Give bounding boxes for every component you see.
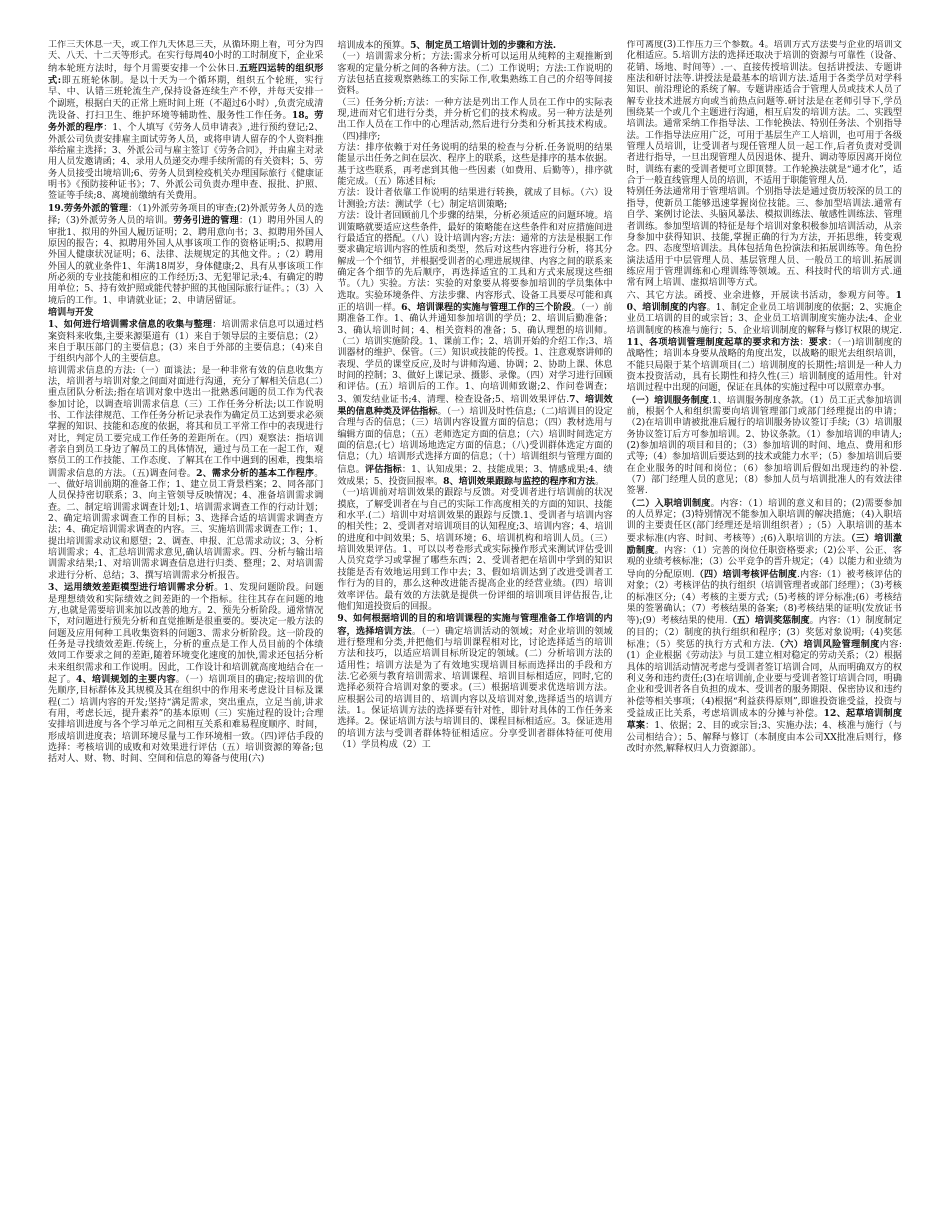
body-text: 方法：设计者回顾前几个步骤的结果，分析必须适应的问题环境。培训策略就要适应这些条件，最好的策略能在这些条件和对应措施间进行最适宜的搭配。（八）设计培训内容;方法：通常的方法是根据工作要求确定培训内容的性质和类型，然后对这些内容进行分析，将其分解成一个个细节，并根据受训者的心理进展规律、内容之间的联系来确定各个细节的先后顺序，再选择适宜的工具和方式来展现这些细节。（九）实验。方法：实验的对象要从将要参加培训的学员集体中选取。实验环境条件、方法步骤、内容形式、设备工具要尽可能和真正的培训一样。 [337,211,613,313]
section-heading: 6、培训课程的实施与管理工作的三个阶段 [401,301,572,313]
section-heading: 2、需求分析的基本工作程序 [196,467,315,479]
section-heading: 18。劳务外派的程序 [48,110,324,134]
body-text: 培训需求信息的方法:（一）面谈法；是一种非常有效的信息收集方法，培训者与培训对象之间面对面进行沟通，充分了解相关信息(二）重点团队分析法;指在培训对象中选出一批熟悉问题的员工作为代表参加讨论，以调查培训需求信息（三）工作任务分析法;以工作说明书、工作法律规范、工作任务分析记录表作为确定员工达到要求必须掌握的知识、技能和态度的依据，将其和员工平常工作中的表现进行对比，判定员工要完成工作任务的差距所在。（四）观察法：指培训者亲自到员工身边了解员工的具体情况，通过与员工在一起工作，观察员工的工作技能、工作态度、了解其在工作中遇到的困难，搜集培训需求信息的方法。（五)调查问卷。 [48,365,324,479]
paragraph [627,290,902,395]
body-text: 方法：排序依赖于对任务说明的结果的检查与分析.任务说明的结果能显示出任务之间在层次、程序上的联系，这些是排序的基本依据。基于这些联系，再考虑到其他一些因素（如费用、后勤等），排序就能完成。（五）陈述目标; [337,143,613,188]
body-text: 内容:(1）企业根据《劳动法》与员工建立相对稳定的劳动关系；（2）根据具体的培训活动情况考虑与受训者签订培训合同，从而明确双方的权利义务和违约责任;(3)在培训前,企业要与受训者签订培训合同，明确企业和受训者各自负担的成本、受训者的服务期限、保密协议和违约补偿等相关事项；（4)根据“利益获得原则”,即谁投资谁受益，投资与受益成正比关系，考虑培训成本的分摊与补偿。 [626,639,902,719]
section-heading: （二）入职培训制度 [626,497,711,509]
text-column-3 [627,40,902,1222]
section-heading: 8、培训效果跟踪与监控的程序和方法 [443,476,595,488]
paragraph [48,582,323,766]
paragraph [337,488,612,613]
section-heading: 11、各项培训管理制度起草的要求和方法 [626,336,800,348]
paragraph [48,319,323,365]
body-text: ：培训需求信息可以通过档案资料来收集,主要来源渠道有（1）来自于领导层的主要信息；（2）来自于职压部门的主要信息；(3）来自于外部的主要信息；（4)来自于组织内部个人的主要信息。 [48,320,324,365]
paragraph [627,40,902,187]
section-heading: 培训与开发 [48,306,94,318]
body-text: （一)培训前对培训效果的跟踪与反馈。对受训者进行培训前的状况摸底，了解受训者在与自己的实际工作高度相关的方面的知识、技能和水平.(二）培训中对培训效果的跟踪与反馈.1、受训者与培训内容的相关性；2、受训者对培训项目的认知程度;3、培训内容；4、培训的进度和中间效果；5、培训环境；6、培训机构和培训人员。（三）培训效果评估。1、可以以考卷形式或实际操作形式来测试评估受训人员究竟学习或掌握了哪些东西；2、受训者把在培训中学到的知识技能是否有效地运用到工作中去；3、假如培训达到了改进受训者工作行为的目的，那么这种改进能否提高企业的经营业绩。(四）培训效率评估。最有效的方法就是提供一份评细的培训项目评估报告,让他们知道投资后的回报。 [337,488,613,612]
body-text: 。1、发现问题阶段。问题是理想绩效和实际绩效之间差距的一个指标。往往其存在问题的地方,也就是需要培训来加以改善的地方。2、预先分析阶段。通常情况下，对问题进行预先分析和直觉推断是很重要的。要决定一般方法的问题及应用何种工具收集资料的问题3、需求分析阶段。这一阶段的任务是寻找绩效差距.传统上，分析的重点是工作人员目前的个体绩效同工作要求之间的差距,随着环境变化速度的加快,需求还包括分析未来组织需求和工作说明。因此，工作设计和培训就高度地结合在一起了。 [48,583,324,685]
paragraph [627,187,902,289]
section-heading: （四）培训考核评估制度 [694,568,797,580]
section-heading: 12、起草培训制度草案 [626,707,902,732]
body-text: ：1、个人填写《劳务人员申请表》,进行预约登记;2、外派公司负责安排雇主面试劳务人员，或将申请人留存的个人资料推举给雇主选择；3、外派公司与雇主签订《劳务合同》，并由雇主对录用人员发邀请函；4、录用人员递交办理手续所需的有关资料；5、劳务人员接受出境培训;6、劳务人员到检疫机关办理国际旅行《健康证明书》《预防接种证书》；7、外派公司负责办理申查、报批、护照、签证等手续;8、离境前缴纳有关费用。 [48,123,324,202]
body-text: 。内容：（1）完善的岗位任职资格要求;（2)公平、公正、客观的业绩考核标准；（3）公平竞争的晋升规定；（4）以能力和业绩为导向的分配原则. [626,546,902,580]
paragraph [337,40,612,52]
body-text: （一）培训需求分析；方法:需求分析可以运用从纯粹的主观推断到客观的定量分析之间的各种方法。（二）工作说明；方法:工作说明的方法包括直接观察熟练工的实际工作,收集熟练工自己的介绍等间接资料。 [337,52,613,97]
paragraph [627,395,902,498]
text-column-1 [48,40,323,1222]
paragraph [337,188,612,211]
body-text: 方法：设计者依靠工作说明的结果进行转换，就成了目标。（六）设计测验;方法：测试学（七）制定培训策略; [337,188,613,210]
body-text: 作可离度(3)工作压力三个参数。4。培训方式方法要与企业的培训文化相适应。5.培训方法的选择还取决于培训的资源与可靠性（设备、花销、场地、时间等）.一、直接传授培训法。包括讲授法、专题讲座法和研讨法等.讲授法是最基本的培训方法.适用于各类学员对学科知识、前沿理论的系统了解。专题讲座适合于管理人员或技术人员了解专业技术进展方向或当前热点问题等.研讨法是在老师引导下,学员围绕某一个或几个主题进行沟通，相互启发的培训方法。二、实践型培训法。通常采纳工作指导法、工作轮换法、特别任务法、个别指导法。工作指导法应用广泛，可用于基层生产工人培训，也可用于各级管理人员培训，让受训者与现任管理人员一起工作,后者负责对受训者进行指导，一旦出现管理人员因退休、提升、调动等原因离开岗位时，训练有素的受训者便可立即顶替。工作轮换法就是“通才化”，适合于一般直线管理人员的培训，不适用于职能管理人员. [626,40,902,187]
body-text: ：（一)培训制度的战略性；培训本身要从战略的角度出发，以战略的眼光去组织培训，不能只局限于某个培训项目(二）培训制度的长期性;培训是一种人力资本投资活动，具有长期性和持久性(三）培训制度的适用性。针对培训过程中出现的问题，保证在具体的实施过程中可以照章办事。 [626,337,902,394]
body-text: ：1、依据；2、目的或宗旨;3、实施办法；4、核准与施行（与公司相结合）；5、解释与修订（本制度由本公司XX批准后则行，修改时亦然,解释权归人力资源部）。 [626,721,902,754]
paragraph [337,52,612,97]
body-text: ： [799,337,809,348]
paragraph [48,40,323,203]
section-heading: 5、制定员工培训计划的步骤和方法. [410,40,556,51]
section-heading: 9、如何根据培训的目的和培训课程的实施与管理准备工作培训的内容，选择培训方法 [337,613,613,637]
section-heading: （五）培训奖惩制度 [727,615,810,627]
paragraph [337,613,612,751]
section-heading: 1、如何进行培训需求信息的收集与整理 [48,319,213,331]
paragraph [337,143,612,188]
body-text: 。内容：（1）培训的意义和目的；(2)需要参加的人员界定；(3)特别情况不能参加入职培训的解决措施；（4)入职培训的主要责任区(部门经理还是培训组织者）;（5）入职培训的基本要求标准(内容、时间、考核等）;(6)入职培训的方法。 [626,498,902,544]
paragraph [48,203,323,307]
section-heading: （一）培训服务制度 [626,394,710,406]
section-heading: 3、运用绩效差距模型进行培训需求分析 [48,582,215,594]
body-text: 即五班轮休制。是以十天为一个循环期，组织五个轮班，实行早、中、认错三班轮流生产,保持设备连续生产不停，并每天安排一个副班，根据白天的正常上班时间上班（不超过6小时）,负责完成清洗设备、打扫卫生、维护环境等辅助性、服务性工作任务。 [48,76,324,122]
section-heading: 7、培训效果的信息种类及评估指标 [337,393,613,417]
body-text: 工作三天休息一天，或工作九天休息三天，从循环期上看，可分为四天、八天、十二天等形式。在实行每周40小时的工时制度下，企业采纳本轮班方法时，每个月需要安排一个公休日. [48,40,324,74]
body-text: 。（一）培训及时性信息;（二)培训目的设定合理与否的信息；（三）培训内容设置方面的信息；（四）教材选用与编辑方面的信息；（五）老师选定方面的信息；（六）培训时间选定方面的信息;(七）培训场地选定方面的信息；（八)受训群体选定方面的信息；（九）培训形式选择方面的信息；（十）培训组织与管理方面的信息。 [337,407,613,475]
body-text: ：1、认知成果；2、技能成果；3、情感成果;4、绩效成果；5、投资回报率。 [337,464,613,488]
body-text: 。（一）培训项目的确定;按培训的优先顺序,目标群体及其规模及其在组织中的作用来考虑设计目标及课程(二）培训内容的开发;坚持“满足需求，突出重点，立足当前,讲求有用，考虑长远，提升素养”的基本原则（三）实施过程的设计;合理安排培训进度与各个学习单元之间相互关系和难易程度顺序、时间，形成培训进度表；培训环境尽量与工作环境相一致。（四)评估手段的选择：考核培训的成败和对效果进行评估（五）培训资源的筹备;包括对人、财、物、时间、空间和信息的筹备与使用(六) [48,674,324,765]
body-text: 。（一）前期准备工作。1、确认并通知参加培训的学员；2、培训后勤准备；3、确认培训时间；4、相关资料的准备；5、确认理想的培训师。（二）培训实施阶段。1、课前工作；2、培训开始的介绍工作;3、培训器材的维护、保管。（三）知识或技能的传授。1、注意观察讲师的表现、学员的课堂反应,及时与讲师沟通、协调；2、协助上课、休息时间的控制；3、做好上课记录、摄影、录像。（四）对学习进行回顾和评估。(五）培训后的工作。1、向培训师致谢;2、作问卷调查；3、颁发结业证书;4、清理、检查设备;5、培训效果评估. [337,302,613,405]
section-heading: 4、培训规划的主要内容 [75,673,176,685]
body-text: 特别任务法通常用于管理培训。个别指导法是通过资历较深的员工的指导，使新员工能够迅速掌握岗位技能。三、参加型培训法.通常有自学、案例讨论法、头脑风暴法、模拟训练法、敏感性训练法、管理者训练。参加型培训的特征是每个培训对象积极参加培训活动，从亲身参加中获得知识、技能,掌握正确的行为方法，开拓思维，转变观念。四、态度型培训法。具体包括角色扮演法和拓展训练等。角色扮演法适用于中层管理人员、基层管理人员、一般员工的培训.拓展训练应用于管理训练和心理训练等领域。五、科技时代的培训方式.通常有网上培训、虚拟培训等方式。 [626,187,902,289]
section-heading: 10、培训制度的内容 [626,289,902,313]
body-text: 。（一）确定培训活动的领域；对企业培训的领域进行整理和分类,并把他们与培训课程相对比，讨论选择适当的培训方法和技巧，以适应培训目标所设定的领域。(二）分析培训方法的适用性；培训方法是为了有效地实现培训目标而选择出的手段和方法.它必须与教育培训需求、培训课程、培训目标相适应，同时,它的选择必须符合培训对象的要求。(三）根据培训要求优选培训方法。应根据公司的培训目的、培训内容以及培训对象,选择适当的培训方法。1。保证培训方法的选择要有针对性，即针对具体的工作任务来选择。2。保证培训方法与培训目的、课程目标相适应。3。保证选用的培训方法与受训者群体特征相适应。分享受训者群体特征可使用（1）学员构成（2）工 [337,626,613,750]
body-text: 。1、制定企业员工培训制度的依据；2、实施企业员工培训的目的或宗旨；3、企业员工培训制度实施办法;4、企业培训制度的核准与施行；5、企业培训制度的解释与修订权限的规定. [626,302,902,336]
section-heading: （三）培训激励制度 [626,532,902,557]
text-column-2 [337,40,612,1222]
body-text: 六、其它方法。函授、业余进修，开展读书活动，参观方问等。 [626,290,896,301]
paragraph [337,98,612,143]
section-heading: 劳务引进的管理 [173,215,240,227]
body-text: 培训成本的预算。 [337,41,411,51]
body-text: 。内容：（1）制度制定的目的；（2）制度的执行组织和程序；(3）奖惩对象说明;（4)奖惩标准；（5）奖惩的执行方式和方法. [626,616,902,650]
paragraph [337,211,612,488]
section-heading: 评估指标 [365,463,402,475]
section-heading: （六）培训风险管理制度 [774,638,880,650]
paragraph [48,307,323,319]
section-heading: 19.劳务外派的管理 [48,202,129,214]
body-text: .内容:（1）被考核评估的对象；（2）考核评估的执行组织（培训管理者或部门经理）；（3)考核的标准区分;（4）考核的主要方式;（5)考核的评分标准;(6）考核结果的签署确认；（7）考核结果的备案;（8)考核结果的证明(发放证书等);(9）考核结果的使用. [626,569,902,627]
body-text: .1、培训服务制度条款。（1）员工正式参加培训前，根据个人和组织需要向培训管理部门或部门经理提出的申请；（2)在培训申请被批准后履行的培训服务协议签订手续;（3）培训服务协议签订后方可参加培训。2、协议条款。（1）参加培训的申请人;(2)参加培训的项目和目的；（3）参加培训的时间、地点、费用和形式等;（4）参加培训后要达到的技术或能力水平；（5）参加培训后要在企业服务的时间和岗位；（6）参加培训后假如出现违约的补偿.（7）部门经理人员的意见；（8）参加人员与培训批准人的有效法律签署. [626,395,902,497]
body-text: ：(1）聘用外国人的审批1、拟用的外国人履历证明；2、聘用意向书；3、拟聘用外国人原因的报告；4、拟聘用外国人从事该项工作的资格证明;5、拟聘用外国人健康状况证明；6、法律、法规规定的其他文件。;（2）聘用外国人的就业条件1、年满18周岁，身体健康;2、具有从事该项工作所必须的专业技能和相应的工作经历;3、无犯罪记录;4、有确定的聘用单位；5、持有效护照或能代替护照的其他国际旅行证件。；（3）入境后的工作。1、申请就业证；2、申请居留证。 [48,216,324,306]
paragraph [48,366,323,583]
body-text: （三）任务分析;方法：一种方法是列出工作人员在工作中的实际表现,进而对它们进行分类，并分析它们的技术构成。另一种方法是列出工作人员在工作中的心理活动,然后进行分类和分析其技术构成。（四)排序; [337,97,613,142]
paragraph [627,498,902,756]
body-text: ：（1)外派劳务项目的审查;(2)外派劳务人员的选择;（3)外派劳务人员的培训。 [48,203,324,227]
section-heading: 要求 [808,336,828,348]
section-heading: 五班四运转的组织形式: [48,62,324,87]
body-text: 。 [594,477,605,488]
body-text: 。一、做好培训前期的准备工作；1、建立员工背景档案；2、同各部门人员保持密切联系；3、向主管领导反映情况；4、准备培训需求调查。二、制定培训需求调查计划;1、培训需求调查工作的行动计划；2、确定培训需求调查工作的目标；3、选择合适的培训需求调查方法；4、确定培训需求调查的内容。三、实施培训需求调查工作；1、提出培训需求动议和愿望；2、调查、申报、汇总需求动议；3、分析培训需求；4、汇总培训需求意见,确认培训需求。四、分析与输出培训需求结果;1、对培训需求调查信息进行归类、整理；2、对培训需求进行分析、总结；3、撰写培训需求分析报告。 [48,468,324,581]
